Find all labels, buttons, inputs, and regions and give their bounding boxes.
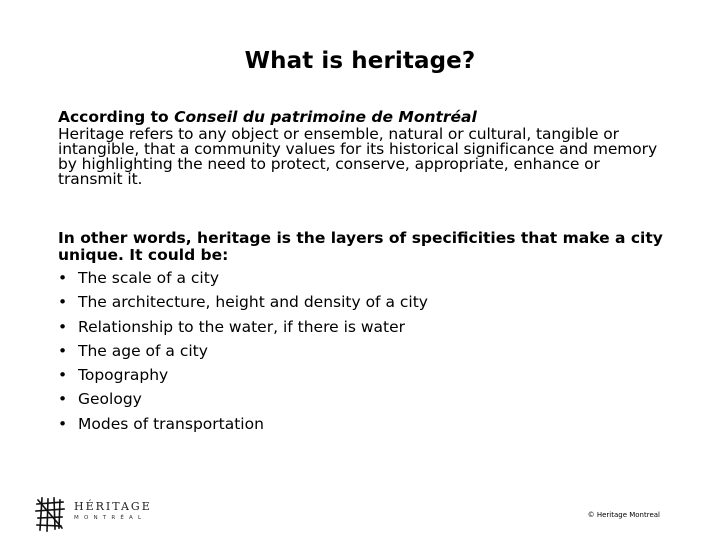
list-item (58, 363, 678, 387)
bullet-icon: • (58, 269, 68, 287)
definition-block (58, 108, 668, 187)
list-item-text: Relationship to the water, if there is water (78, 317, 406, 336)
bullet-icon: • (58, 293, 68, 312)
specificities-list (58, 266, 678, 436)
list-item (58, 290, 678, 314)
specificities-lead: In other words, heritage is the layers of specificities that make a city unique. It could be: (58, 229, 663, 264)
logo-subtitle: MONTRÉAL (74, 515, 147, 521)
list-item-text: Geology (78, 390, 142, 409)
list-item (58, 266, 678, 290)
logo-wordmark: HÉRITAGE (74, 500, 152, 513)
bullet-icon: • (58, 414, 68, 433)
list-item-text: Topography (78, 366, 169, 385)
heritage-montreal-logo (34, 496, 154, 532)
list-item-text: The architecture, height and density of a city (78, 293, 428, 312)
list-item (58, 387, 678, 411)
grid-logo-icon (34, 496, 66, 532)
definition-text: Heritage refers to any object or ensemble, natural or cultural, tangible or intangible, that a community values for its historical significance and memory by highlighting the need to protect, conserve, appropriate, enhance or transmit it. (58, 125, 658, 188)
bullet-icon: • (58, 390, 68, 409)
specificities-block (58, 230, 678, 436)
list-item (58, 412, 678, 436)
copyright-notice: © Heritage Montreal (587, 511, 660, 519)
list-item (58, 315, 678, 339)
definition-source: Conseil du patrimoine de Montréal (174, 108, 477, 126)
bullet-icon: • (58, 366, 68, 385)
definition-heading-prefix: According to (58, 108, 175, 126)
list-item-text: The age of a city (78, 341, 208, 360)
list-item (58, 339, 678, 363)
bullet-icon: • (58, 341, 68, 360)
list-item-text: Modes of transportation (78, 414, 264, 433)
slide-title: What is heritage? (244, 48, 476, 74)
bullet-icon: • (58, 317, 68, 336)
list-item-text: The scale of a city (78, 269, 219, 287)
